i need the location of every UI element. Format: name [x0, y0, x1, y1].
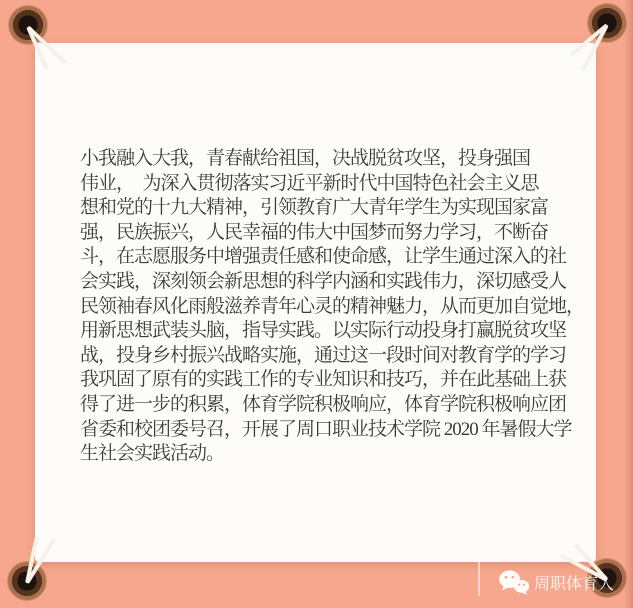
note-line: 会实践，深刻领会新思想的科学内涵和实践伟力，深切感受人 — [80, 270, 567, 292]
note-line: 小我融入大我，青春献给祖国，决战脱贫攻坚，投身强国 — [80, 148, 531, 169]
note-line: 斗，在志愿服务中增强责任感和使命感，让学生通过深入的社 — [80, 246, 567, 268]
watermark-divider — [478, 560, 480, 596]
note-paper — [35, 43, 596, 562]
note-line: 伟业， 为深入贯彻落实习近平新时代中国特色社会主义思 — [80, 172, 539, 194]
note-line: 省委和校团委号召，开展了周口职业技术学院 2020 年暑假大学 — [80, 418, 572, 440]
watermark — [478, 556, 614, 600]
note-line: 民领袖春风化雨般滋养青年心灵的精神魅力，从而更加自觉地， — [80, 295, 585, 317]
note-line: 强，民族振兴，人民幸福的伟大中国梦而努力学习，不断奋 — [80, 221, 549, 243]
note-line: 想和党的十九大精神，引领教育广大青年学生为实现国家富 — [80, 197, 549, 219]
edge-vignette — [623, 0, 633, 608]
watermark-account-name: 周职体育人 — [534, 575, 615, 593]
note-text — [80, 147, 588, 467]
wechat-icon — [498, 569, 530, 595]
note-line: 得了进一步的积累，体育学院积极响应，体育学院积极响应团 — [80, 393, 567, 415]
note-line: 我巩固了原有的实践工作的专业知识和技巧，并在此基础上获 — [80, 369, 567, 391]
note-line: 生社会实践活动。 — [80, 443, 225, 465]
note-line: 战，投身乡村振兴战略实施，通过这一段时间对教育学的学习 — [80, 344, 567, 366]
note-line: 用新思想武装头脑，指导实践。以实际行动投身打赢脱贫攻坚 — [80, 320, 567, 342]
